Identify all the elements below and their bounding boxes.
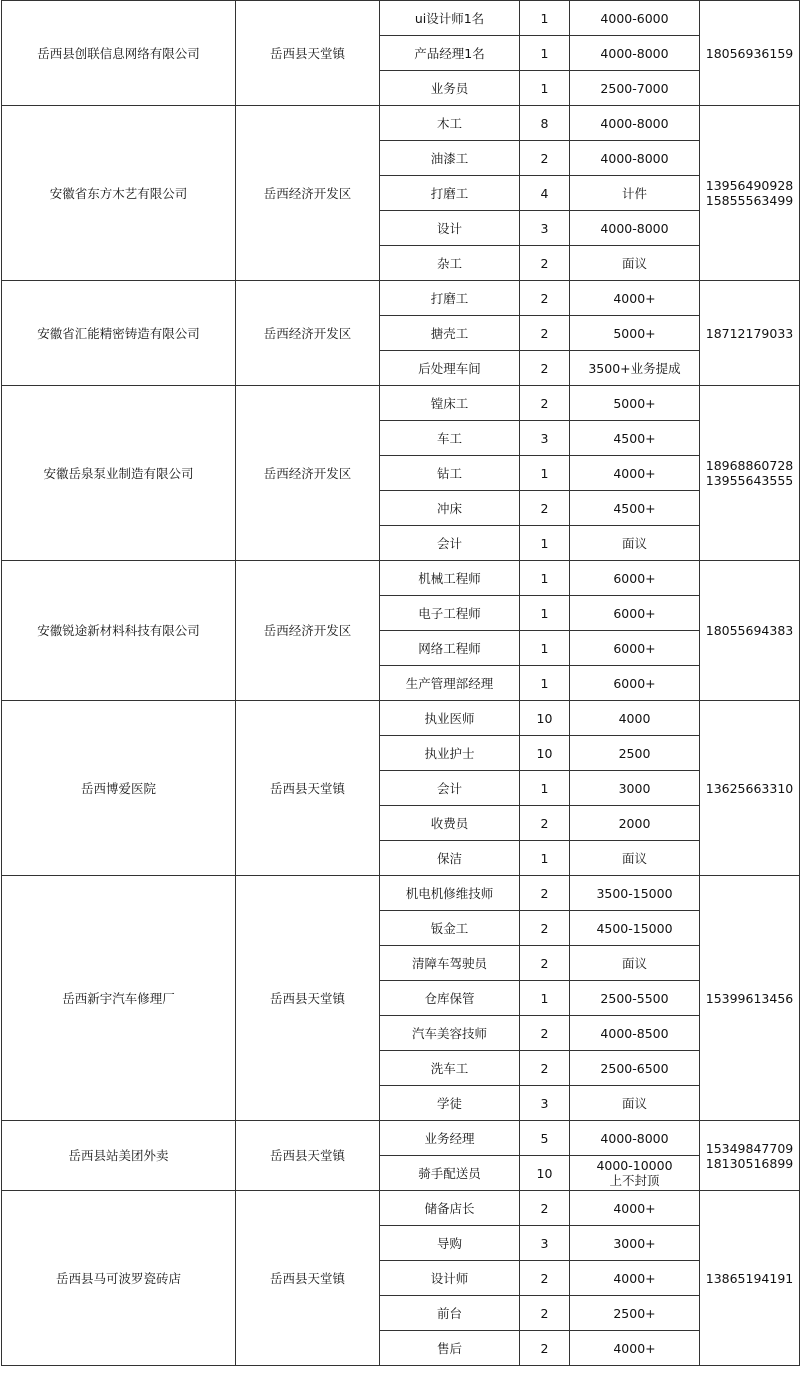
- job-count: 1: [520, 1, 570, 36]
- job-salary: [570, 841, 700, 876]
- table-row: [2, 1, 800, 36]
- company-name: 岳西县站美团外卖: [2, 1121, 236, 1191]
- job-salary-line: 2500-7000: [600, 80, 669, 96]
- job-salary: [570, 1156, 700, 1191]
- job-count: 1: [520, 981, 570, 1016]
- job-title: 设计师: [380, 1261, 520, 1296]
- job-count: 8: [520, 106, 570, 141]
- job-count: 2: [520, 491, 570, 526]
- job-title: 骑手配送员: [380, 1156, 520, 1191]
- job-title: 清障车驾驶员: [380, 946, 520, 981]
- job-salary: [570, 316, 700, 351]
- job-count: 2: [520, 1261, 570, 1296]
- job-count: 1: [520, 456, 570, 491]
- job-title: 导购: [380, 1226, 520, 1261]
- company-name: 岳西县创联信息网络有限公司: [2, 1, 236, 106]
- job-salary-line: 4000-8000: [600, 45, 669, 61]
- job-count: 2: [520, 316, 570, 351]
- job-salary: [570, 561, 700, 596]
- job-title: 车工: [380, 421, 520, 456]
- job-salary: [570, 351, 700, 386]
- job-salary: [570, 1121, 700, 1156]
- table-row: [2, 281, 800, 316]
- job-salary-line: 4000-6000: [600, 10, 669, 26]
- job-salary-line: 面议: [621, 535, 647, 551]
- company-name: 安徽锐途新材料科技有限公司: [2, 561, 236, 701]
- job-title: 保洁: [380, 841, 520, 876]
- job-salary-line: 面议: [621, 1095, 647, 1111]
- job-title: 镗床工: [380, 386, 520, 421]
- job-salary-line: 3500+业务提成: [588, 360, 681, 376]
- job-count: 5: [520, 1121, 570, 1156]
- job-salary-line: 4500+: [613, 500, 656, 516]
- job-salary: [570, 141, 700, 176]
- job-count: 1: [520, 841, 570, 876]
- company-location: 岳西县天堂镇: [236, 1121, 380, 1191]
- job-salary-line: 4000+: [613, 1340, 656, 1356]
- company-contact: [700, 701, 800, 876]
- job-salary: [570, 876, 700, 911]
- job-salary-line: 4000+: [613, 290, 656, 306]
- job-salary: [570, 981, 700, 1016]
- company-contact-line: 18130516899: [705, 1155, 794, 1171]
- job-count: 2: [520, 351, 570, 386]
- job-salary: [570, 946, 700, 981]
- job-salary-line: 4000+: [613, 465, 656, 481]
- job-count: 1: [520, 666, 570, 701]
- job-title: 打磨工: [380, 176, 520, 211]
- job-salary: [570, 701, 700, 736]
- company-contact: [700, 561, 800, 701]
- job-salary-line: 4000-10000: [596, 1158, 673, 1173]
- job-title: 机电机修维技师: [380, 876, 520, 911]
- job-salary: [570, 176, 700, 211]
- job-title: 洗车工: [380, 1051, 520, 1086]
- job-salary-line: 3000: [618, 780, 651, 796]
- job-title: 产品经理1名: [380, 36, 520, 71]
- job-salary-line: 面议: [621, 850, 647, 866]
- company-location: 岳西经济开发区: [236, 106, 380, 281]
- job-salary: [570, 246, 700, 281]
- company-name: 安徽岳泉泵业制造有限公司: [2, 386, 236, 561]
- job-salary: [570, 1191, 700, 1226]
- job-count: 4: [520, 176, 570, 211]
- company-contact-line: 18056936159: [705, 45, 794, 61]
- job-salary: [570, 1226, 700, 1261]
- job-title: 业务经理: [380, 1121, 520, 1156]
- job-salary-line: 2500-5500: [600, 990, 669, 1006]
- job-salary: [570, 281, 700, 316]
- job-salary-line: 4000-8000: [600, 115, 669, 131]
- job-salary-line: 4000-8000: [600, 220, 669, 236]
- company-name: 安徽省东方木艺有限公司: [2, 106, 236, 281]
- company-contact-line: 13955643555: [705, 473, 794, 488]
- job-salary-line: 6000+: [613, 640, 656, 656]
- job-salary-line: 4000-8500: [600, 1025, 669, 1041]
- job-salary-line: 3000+: [613, 1235, 656, 1251]
- job-salary-line: 6000+: [613, 570, 656, 586]
- job-salary: [570, 806, 700, 841]
- job-title: 钻工: [380, 456, 520, 491]
- job-count: 2: [520, 1331, 570, 1366]
- company-contact: [700, 281, 800, 386]
- company-name: 岳西新宇汽车修理厂: [2, 876, 236, 1121]
- job-count: 2: [520, 806, 570, 841]
- job-title: 冲床: [380, 491, 520, 526]
- job-salary-line: 4500-15000: [596, 920, 673, 936]
- job-title: ui设计师1名: [380, 1, 520, 36]
- company-location: 岳西经济开发区: [236, 281, 380, 386]
- job-count: 10: [520, 1156, 570, 1191]
- job-title: 搪壳工: [380, 316, 520, 351]
- company-contact: [700, 1, 800, 106]
- company-location: 岳西县天堂镇: [236, 1, 380, 106]
- company-contact-line: 18712179033: [705, 325, 794, 341]
- job-title: 电子工程师: [380, 596, 520, 631]
- job-count: 2: [520, 911, 570, 946]
- job-title: 执业护士: [380, 736, 520, 771]
- company-contact: [700, 876, 800, 1121]
- job-title: 油漆工: [380, 141, 520, 176]
- job-count: 3: [520, 1086, 570, 1121]
- job-count: 1: [520, 526, 570, 561]
- company-contact: [700, 1191, 800, 1366]
- job-salary: [570, 491, 700, 526]
- job-count: 1: [520, 631, 570, 666]
- job-count: 2: [520, 246, 570, 281]
- company-contact-line: 18968860728: [705, 458, 794, 473]
- job-salary-line: 2500-6500: [600, 1060, 669, 1076]
- job-salary: [570, 106, 700, 141]
- table-row: [2, 1191, 800, 1226]
- job-count: 2: [520, 1296, 570, 1331]
- job-title: 打磨工: [380, 281, 520, 316]
- job-salary-line: 4000-8000: [600, 1130, 669, 1146]
- job-salary: [570, 596, 700, 631]
- job-count: 2: [520, 386, 570, 421]
- job-salary: [570, 36, 700, 71]
- job-listing-table: [1, 0, 800, 1366]
- job-title: 后处理车间: [380, 351, 520, 386]
- job-count: 2: [520, 1191, 570, 1226]
- job-title: 储备店长: [380, 1191, 520, 1226]
- company-contact: [700, 386, 800, 561]
- job-count: 10: [520, 701, 570, 736]
- table-row: [2, 386, 800, 421]
- job-salary: [570, 421, 700, 456]
- job-title: 收费员: [380, 806, 520, 841]
- job-salary-line: 计件: [621, 185, 647, 201]
- job-salary: [570, 911, 700, 946]
- job-count: 1: [520, 561, 570, 596]
- job-title: 会计: [380, 526, 520, 561]
- job-salary-line: 4000-8000: [600, 150, 669, 166]
- job-count: 3: [520, 1226, 570, 1261]
- job-count: 3: [520, 421, 570, 456]
- job-count: 10: [520, 736, 570, 771]
- company-location: 岳西经济开发区: [236, 386, 380, 561]
- table-row: [2, 1121, 800, 1156]
- job-count: 2: [520, 1051, 570, 1086]
- company-contact-line: 15399613456: [705, 990, 794, 1006]
- job-salary: [570, 666, 700, 701]
- job-salary: [570, 1261, 700, 1296]
- job-salary: [570, 1016, 700, 1051]
- job-salary-line: 4000+: [613, 1200, 656, 1216]
- job-salary: [570, 1086, 700, 1121]
- job-title: 会计: [380, 771, 520, 806]
- company-location: 岳西县天堂镇: [236, 701, 380, 876]
- job-salary: [570, 211, 700, 246]
- job-salary-line: 6000+: [613, 675, 656, 691]
- company-contact-line: 15349847709: [705, 1140, 794, 1156]
- table-row: [2, 561, 800, 596]
- job-salary: [570, 386, 700, 421]
- company-location: 岳西县天堂镇: [236, 876, 380, 1121]
- job-title: 机械工程师: [380, 561, 520, 596]
- job-salary-line: 6000+: [613, 605, 656, 621]
- job-salary-line: 5000+: [613, 395, 656, 411]
- job-salary-line: 2500+: [613, 1305, 656, 1321]
- company-contact-line: 18055694383: [705, 623, 794, 638]
- job-salary-line: 4000: [618, 710, 651, 726]
- job-salary: [570, 736, 700, 771]
- company-contact: [700, 1121, 800, 1191]
- job-salary: [570, 1296, 700, 1331]
- job-salary: [570, 771, 700, 806]
- job-title: 木工: [380, 106, 520, 141]
- job-count: 2: [520, 1016, 570, 1051]
- company-location: 岳西县天堂镇: [236, 1191, 380, 1366]
- job-count: 3: [520, 211, 570, 246]
- job-salary-line: 4500+: [613, 430, 656, 446]
- job-count: 2: [520, 876, 570, 911]
- job-title: 仓库保管: [380, 981, 520, 1016]
- company-name: 岳西博爱医院: [2, 701, 236, 876]
- job-salary: [570, 1051, 700, 1086]
- job-count: 1: [520, 71, 570, 106]
- job-salary-line: 2000: [618, 815, 651, 831]
- job-title: 设计: [380, 211, 520, 246]
- job-title: 执业医师: [380, 701, 520, 736]
- job-title: 网络工程师: [380, 631, 520, 666]
- company-location: 岳西经济开发区: [236, 561, 380, 701]
- company-contact-line: 13625663310: [705, 780, 794, 796]
- job-count: 1: [520, 596, 570, 631]
- job-salary: [570, 526, 700, 561]
- job-title: 杂工: [380, 246, 520, 281]
- job-salary-line: 面议: [621, 955, 647, 971]
- job-title: 售后: [380, 1331, 520, 1366]
- company-contact-line: 15855563499: [705, 193, 794, 208]
- job-title: 业务员: [380, 71, 520, 106]
- job-salary: [570, 1331, 700, 1366]
- table-row: [2, 876, 800, 911]
- job-count: 1: [520, 771, 570, 806]
- job-title: 前台: [380, 1296, 520, 1331]
- job-salary: [570, 1, 700, 36]
- job-title: 汽车美容技师: [380, 1016, 520, 1051]
- job-salary: [570, 456, 700, 491]
- company-contact-line: 13865194191: [705, 1270, 794, 1286]
- company-contact-line: 13956490928: [705, 178, 794, 193]
- job-salary-line: 4000+: [613, 1270, 656, 1286]
- job-salary-line: 5000+: [613, 325, 656, 341]
- company-name: 安徽省汇能精密铸造有限公司: [2, 281, 236, 386]
- job-count: 2: [520, 281, 570, 316]
- table-row: [2, 106, 800, 141]
- job-title: 生产管理部经理: [380, 666, 520, 701]
- job-salary-line: 上不封顶: [609, 1173, 660, 1188]
- job-count: 1: [520, 36, 570, 71]
- table-body: [2, 1, 800, 1366]
- job-salary-line: 面议: [621, 255, 647, 271]
- job-salary-line: 3500-15000: [596, 885, 673, 901]
- table-row: [2, 701, 800, 736]
- job-count: 2: [520, 946, 570, 981]
- job-title: 钣金工: [380, 911, 520, 946]
- job-salary: [570, 631, 700, 666]
- company-contact: [700, 106, 800, 281]
- company-name: 岳西县马可波罗瓷砖店: [2, 1191, 236, 1366]
- job-salary-line: 2500: [618, 745, 651, 761]
- job-title: 学徒: [380, 1086, 520, 1121]
- job-count: 2: [520, 141, 570, 176]
- job-salary: [570, 71, 700, 106]
